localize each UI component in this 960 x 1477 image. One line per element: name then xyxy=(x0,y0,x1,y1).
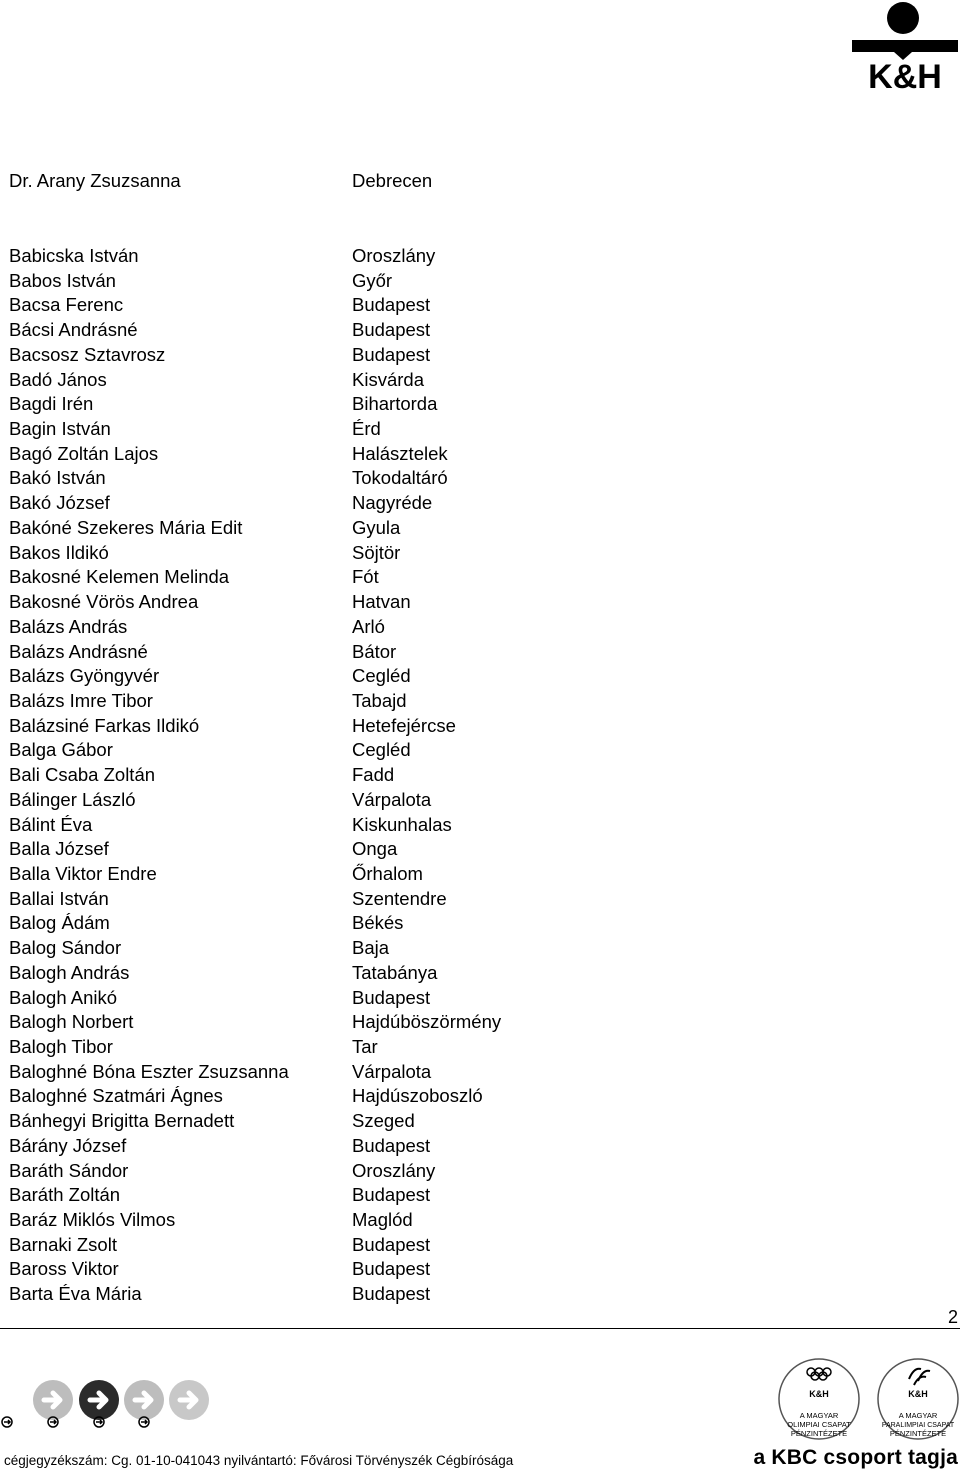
list-item xyxy=(9,368,949,393)
paralympic-logo-line-3: PARALIMPIAI CSAPAT xyxy=(881,1422,955,1429)
top-entry xyxy=(9,170,949,196)
person-city: Hajdúböszörmény xyxy=(352,1011,502,1033)
person-city: Kiskunhalas xyxy=(352,813,452,835)
list-item xyxy=(9,837,949,862)
person-city: Hetefejércse xyxy=(352,714,456,736)
person-city: Budapest xyxy=(352,319,431,341)
list-item xyxy=(9,516,949,541)
list-item xyxy=(9,417,949,442)
list-item xyxy=(9,1134,949,1159)
arrow-graphic xyxy=(0,1378,215,1438)
person-name: Balázsiné Farkas Ildikó xyxy=(9,714,200,736)
person-name: Balázs Andrásné xyxy=(9,640,148,662)
list-item xyxy=(9,1183,949,1208)
person-city: Hajdúszoboszló xyxy=(352,1085,483,1107)
list-item xyxy=(9,343,949,368)
list-item xyxy=(9,788,949,813)
list-item xyxy=(9,1035,949,1060)
person-city: Békés xyxy=(352,912,404,934)
person-city: Érd xyxy=(352,418,381,440)
paralympic-agitos-icon xyxy=(909,1369,930,1385)
logo-text: K&H xyxy=(868,58,942,92)
arrow-circle-1-icon xyxy=(33,1380,73,1420)
person-city: Kisvárda xyxy=(352,368,424,390)
person-city: Baja xyxy=(352,937,390,959)
person-city: Bihartorda xyxy=(352,393,438,415)
person-name: Balog Sándor xyxy=(9,937,122,959)
company-registration: cégjegyzékszám: Cg. 01-10-041043 nyilvántartó: Fővárosi Törvényszék Cégbírósága xyxy=(4,1453,514,1468)
list-item xyxy=(9,244,949,269)
person-city: Onga xyxy=(352,838,398,860)
person-city: Budapest xyxy=(352,294,431,316)
paralympic-team-logo xyxy=(878,1359,958,1439)
list-item xyxy=(9,961,949,986)
list-item xyxy=(9,714,949,739)
person-city: Oroszlány xyxy=(352,1159,436,1181)
person-city: Budapest xyxy=(352,1134,431,1156)
arrow-circle-3-icon xyxy=(124,1380,164,1420)
list-item xyxy=(9,664,949,689)
person-name: Bacsa Ferenc xyxy=(9,294,124,316)
list-item xyxy=(9,689,949,714)
person-name: Balog Ádám xyxy=(9,912,110,934)
person-name: Badó János xyxy=(9,368,107,390)
list-item xyxy=(9,1060,949,1085)
list-item xyxy=(9,541,949,566)
person-name: Baráz Miklós Vilmos xyxy=(9,1209,176,1231)
person-name: Bacsosz Sztavrosz xyxy=(9,343,166,365)
person-name: Bali Csaba Zoltán xyxy=(9,764,156,786)
person-name: Balogh András xyxy=(9,961,130,983)
person-city: Maglód xyxy=(352,1209,413,1231)
list-item xyxy=(9,269,949,294)
person-name: Bagdi Irén xyxy=(9,393,94,415)
list-item xyxy=(9,813,949,838)
list-item xyxy=(9,1159,949,1184)
person-city: Bátor xyxy=(352,640,397,662)
list-item xyxy=(9,565,949,590)
person-name: Balla József xyxy=(9,838,109,860)
person-name: Babos István xyxy=(9,269,116,291)
small-arrow-1-icon xyxy=(2,1417,12,1427)
person-city: Tokodaltáró xyxy=(352,467,448,489)
person-name: Bakos Ildikó xyxy=(9,541,109,563)
list-item xyxy=(9,887,949,912)
person-city: Söjtör xyxy=(352,541,401,563)
list-item xyxy=(9,442,949,467)
list-item xyxy=(9,986,949,1011)
person-city: Budapest xyxy=(352,1184,431,1206)
person-city: Szentendre xyxy=(352,887,447,909)
list-item xyxy=(9,318,949,343)
person-name: Balga Gábor xyxy=(9,739,113,761)
sponsor-logos xyxy=(778,1357,960,1441)
person-city: Halásztelek xyxy=(352,442,448,464)
name-city-list xyxy=(9,244,949,1307)
person-city: Tar xyxy=(352,1036,378,1057)
person-name: Baloghné Szatmári Ágnes xyxy=(9,1085,223,1107)
person-name: Barnaki Zsolt xyxy=(9,1233,117,1255)
person-name: Baráth Sándor xyxy=(9,1159,129,1181)
person-city: Budapest xyxy=(352,986,431,1008)
person-city: Várpalota xyxy=(352,788,432,810)
arrow-circle-4-icon xyxy=(169,1380,209,1420)
person-city: Gyula xyxy=(352,516,401,538)
olympic-team-logo xyxy=(779,1359,859,1439)
list-item xyxy=(9,640,949,665)
person-name: Bakó István xyxy=(9,467,106,489)
person-city: Cegléd xyxy=(352,665,411,687)
kbc-group-tagline: a KBC csoport tagja xyxy=(753,1446,958,1469)
list-item xyxy=(9,1233,949,1258)
list-item xyxy=(9,590,949,615)
person-name: Bálint Éva xyxy=(9,813,93,835)
list-item xyxy=(9,1282,949,1307)
person-city: Debrecen xyxy=(352,170,433,191)
person-city: Arló xyxy=(352,615,385,637)
person-name: Balogh Tibor xyxy=(9,1036,113,1057)
olympic-logo-line-1: K&H xyxy=(809,1389,829,1399)
person-name: Balázs András xyxy=(9,615,128,637)
list-item xyxy=(9,1010,949,1035)
person-name: Baloghné Bóna Eszter Zsuzsanna xyxy=(9,1060,289,1082)
person-name: Balogh Anikó xyxy=(9,986,118,1008)
list-item xyxy=(9,911,949,936)
list-item xyxy=(9,466,949,491)
person-city: Fadd xyxy=(352,764,395,786)
list-item xyxy=(9,293,949,318)
person-city: Nagyréde xyxy=(352,492,433,514)
person-name: Bagin István xyxy=(9,418,111,440)
list-item xyxy=(9,392,949,417)
person-city: Fót xyxy=(352,566,379,588)
person-city: Hatvan xyxy=(352,591,411,613)
person-name: Bárány József xyxy=(9,1134,127,1156)
olympic-logo-line-2: A MAGYAR xyxy=(799,1411,839,1420)
person-city: Tabajd xyxy=(352,689,407,711)
list-item xyxy=(9,491,949,516)
olympic-logo-line-3: OLIMPIAI CSAPAT xyxy=(787,1420,851,1429)
list-item xyxy=(9,1208,949,1233)
person-city: Várpalota xyxy=(352,1060,432,1082)
person-city: Győr xyxy=(352,269,393,291)
person-name: Bagó Zoltán Lajos xyxy=(9,442,159,464)
person-name: Bálinger László xyxy=(9,788,136,810)
person-name: Barta Éva Mária xyxy=(9,1283,142,1305)
person-city: Budapest xyxy=(352,1233,431,1255)
person-name: Dr. Arany Zsuzsanna xyxy=(9,170,181,191)
paralympic-logo-line-1: K&H xyxy=(908,1389,928,1399)
kh-logo xyxy=(850,0,960,92)
list-item xyxy=(9,763,949,788)
person-name: Baráth Zoltán xyxy=(9,1184,121,1206)
person-name: Ballai István xyxy=(9,887,109,909)
paralympic-logo-line-2: A MAGYAR xyxy=(898,1411,938,1420)
person-name: Balogh Norbert xyxy=(9,1011,134,1033)
person-name: Bakóné Szekeres Mária Edit xyxy=(9,516,243,538)
list-item xyxy=(9,936,949,961)
person-name: Balla Viktor Endre xyxy=(9,862,157,884)
person-name: Bakosné Vörös Andrea xyxy=(9,591,199,613)
list-item xyxy=(9,862,949,887)
person-name: Bácsi Andrásné xyxy=(9,319,138,341)
person-name: Bakó József xyxy=(9,492,110,514)
page-number: 2 xyxy=(947,1307,958,1327)
list-item xyxy=(9,615,949,640)
person-name: Babicska István xyxy=(9,245,139,266)
person-city: Budapest xyxy=(352,343,431,365)
person-name: Balázs Imre Tibor xyxy=(9,689,153,711)
person-name: Bakosné Kelemen Melinda xyxy=(9,566,230,588)
logo-body-shape xyxy=(852,40,958,60)
list-item xyxy=(9,1084,949,1109)
person-city: Cegléd xyxy=(352,739,411,761)
list-item xyxy=(9,738,949,763)
person-city: Budapest xyxy=(352,1283,431,1305)
logo-head-shape xyxy=(887,2,919,34)
list-item xyxy=(9,1109,949,1134)
person-city: Őrhalom xyxy=(352,862,423,884)
person-city: Szeged xyxy=(352,1110,415,1132)
person-city: Budapest xyxy=(352,1258,431,1280)
footer-divider xyxy=(0,1328,960,1329)
person-name: Balázs Gyöngyvér xyxy=(9,665,160,687)
paralympic-logo-line-4: PÉNZINTÉZETE xyxy=(889,1429,947,1438)
person-city: Tatabánya xyxy=(352,961,438,983)
olympic-rings-icon xyxy=(807,1368,831,1380)
list-item xyxy=(9,1257,949,1282)
olympic-logo-line-4: PÉNZINTÉZETE xyxy=(790,1429,848,1438)
arrow-circle-2-icon xyxy=(79,1380,119,1420)
person-city: Oroszlány xyxy=(352,245,436,266)
person-name: Bánhegyi Brigitta Bernadett xyxy=(9,1110,235,1132)
person-name: Baross Viktor xyxy=(9,1258,119,1280)
